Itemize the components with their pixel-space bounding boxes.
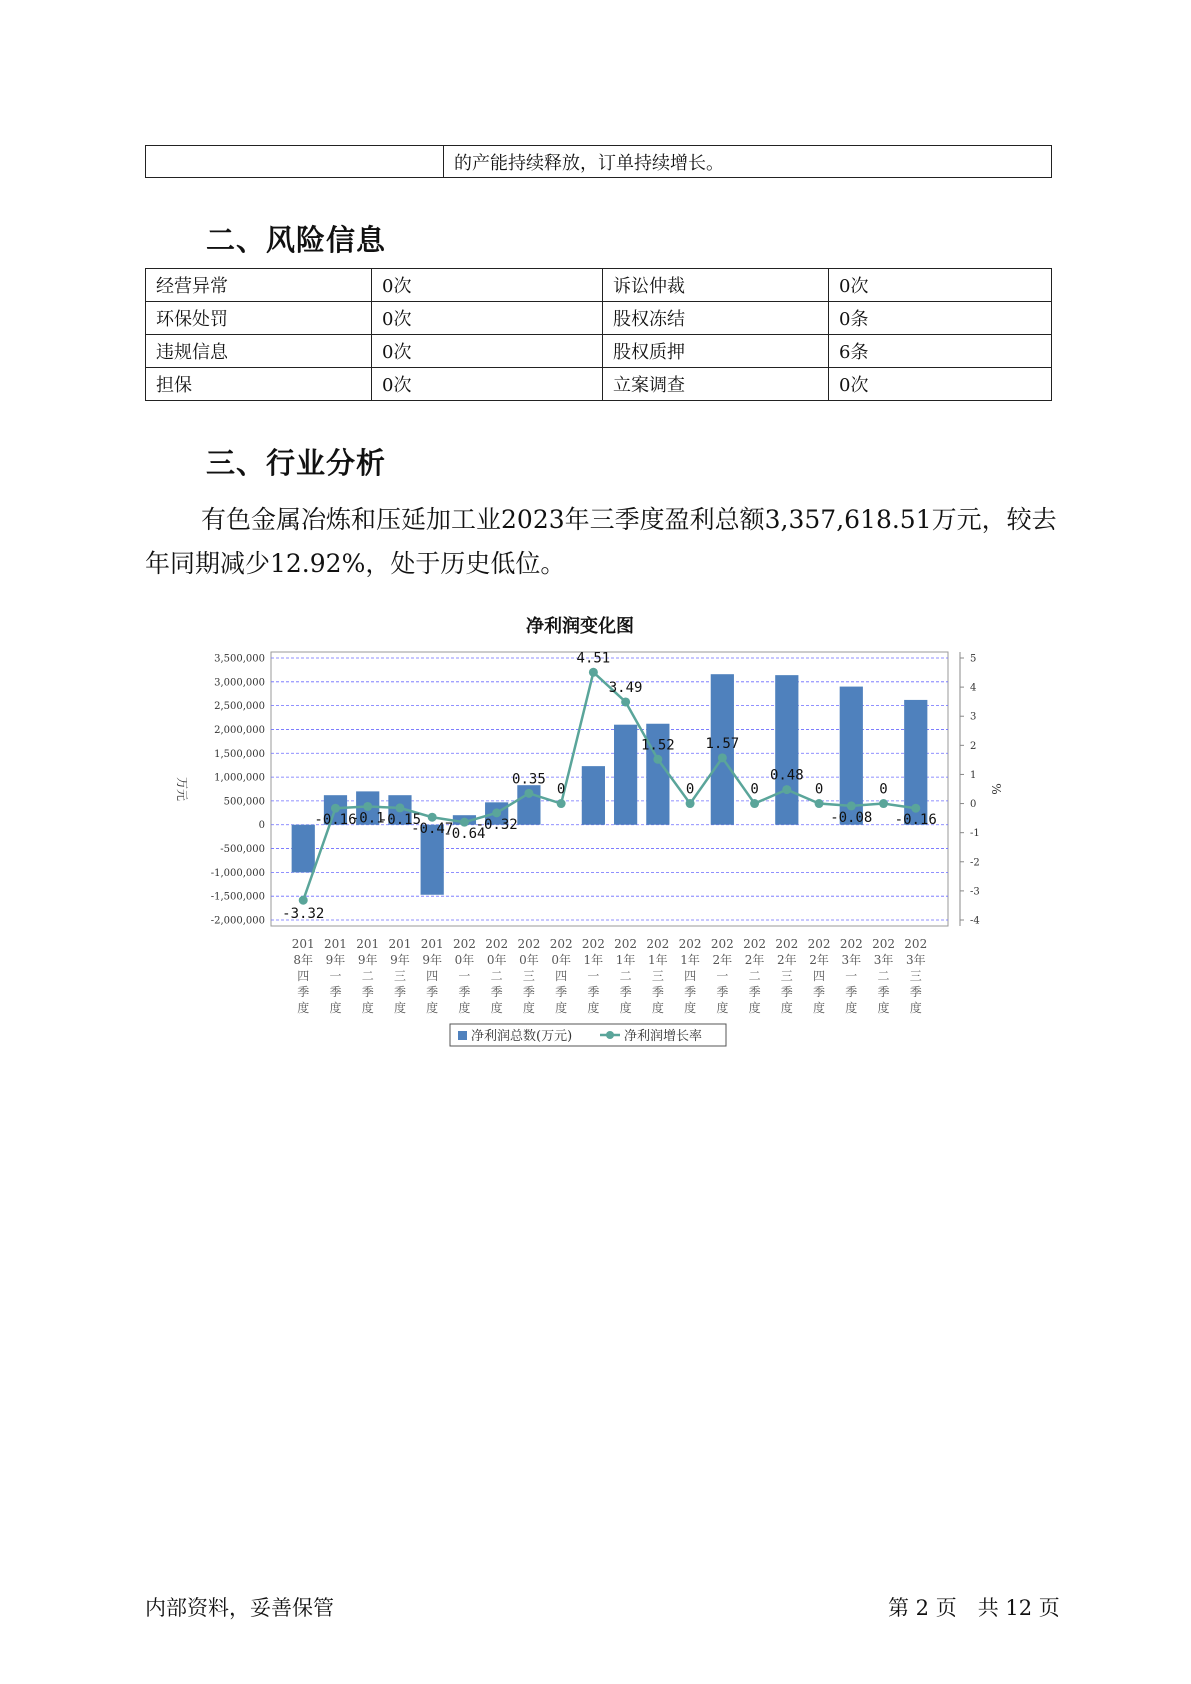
risk-table bbox=[145, 268, 1052, 401]
risk-value: 0次 bbox=[372, 302, 603, 335]
x-tick-label: 202 bbox=[614, 937, 638, 951]
x-tick-label: 1年 bbox=[648, 953, 668, 967]
growth-point bbox=[815, 799, 824, 808]
x-tick-label: 9年 bbox=[325, 953, 346, 967]
growth-point bbox=[653, 755, 662, 764]
x-tick-label: 2年 bbox=[712, 953, 733, 967]
x-tick-label: 四 bbox=[813, 969, 826, 983]
x-tick-label: 202 bbox=[678, 937, 702, 951]
legend-line-label: 净利润增长率 bbox=[624, 1029, 703, 1044]
data-label: 0 bbox=[685, 781, 695, 798]
growth-point bbox=[524, 789, 533, 798]
y-tick-right: 3 bbox=[970, 711, 977, 723]
table-row bbox=[146, 368, 1052, 401]
footer-page-number: 第 2 页 共 12 页 bbox=[888, 1596, 1060, 1620]
y-tick-left: -1,500,000 bbox=[210, 891, 265, 903]
x-tick-label: 202 bbox=[904, 937, 928, 951]
x-tick-label: 季 bbox=[587, 985, 600, 999]
x-tick-label: 季 bbox=[522, 985, 535, 999]
y-tick-left: 3,000,000 bbox=[214, 677, 265, 689]
industry-paragraph bbox=[145, 498, 1060, 586]
data-label: -0.16 bbox=[314, 812, 357, 829]
y-tick-right: -1 bbox=[970, 828, 980, 840]
data-label: 0.35 bbox=[512, 771, 546, 788]
chart-title: 净利润变化图 bbox=[526, 616, 634, 637]
x-tick-label: 0年 bbox=[454, 953, 475, 967]
x-tick-label: 一 bbox=[329, 969, 342, 983]
risk-value: 0条 bbox=[829, 302, 1052, 335]
x-tick-label: 202 bbox=[581, 937, 605, 951]
x-tick-label: 季 bbox=[361, 985, 374, 999]
x-tick-label: 一 bbox=[845, 969, 858, 983]
x-tick-label: 季 bbox=[780, 985, 793, 999]
x-tick-label: 202 bbox=[775, 937, 799, 951]
x-tick-label: 一 bbox=[458, 969, 471, 983]
risk-label: 股权冻结 bbox=[603, 302, 829, 335]
x-tick-label: 三 bbox=[780, 969, 793, 983]
data-label: -0.15 bbox=[378, 811, 422, 828]
x-tick-label: 0年 bbox=[551, 953, 571, 967]
risk-value: 0次 bbox=[372, 368, 603, 401]
x-tick-label: 度 bbox=[522, 1001, 535, 1015]
risk-value: 0次 bbox=[372, 269, 603, 302]
x-tick-label: 四 bbox=[684, 969, 697, 983]
x-tick-label: 季 bbox=[490, 985, 503, 999]
growth-point bbox=[718, 753, 727, 762]
risk-label: 诉讼仲裁 bbox=[603, 269, 829, 302]
x-tick-label: 202 bbox=[743, 937, 767, 951]
y-tick-left: 2,500,000 bbox=[214, 701, 265, 713]
data-label: -0.47 bbox=[411, 821, 454, 838]
y-tick-right: 2 bbox=[970, 740, 977, 752]
growth-point bbox=[686, 799, 695, 808]
x-tick-label: 季 bbox=[877, 985, 890, 999]
table-row bbox=[146, 302, 1052, 335]
x-tick-label: 二 bbox=[361, 969, 374, 983]
x-tick-label: 1年 bbox=[615, 953, 636, 967]
table-row bbox=[146, 269, 1052, 302]
y-tick-right: 0 bbox=[970, 799, 977, 811]
x-tick-label: 四 bbox=[297, 969, 310, 983]
x-tick-label: 度 bbox=[780, 1001, 793, 1015]
x-tick-label: 3年 bbox=[841, 953, 862, 967]
top-table-right-cell: 的产能持续释放，订单持续增长。 bbox=[444, 146, 1052, 178]
x-tick-label: 一 bbox=[587, 969, 600, 983]
y-tick-right: -4 bbox=[970, 915, 980, 927]
x-tick-label: 度 bbox=[877, 1001, 890, 1015]
data-label: -0.1 bbox=[350, 810, 385, 827]
x-tick-label: 四 bbox=[426, 969, 439, 983]
data-label: -3.32 bbox=[282, 906, 325, 923]
x-tick-label: 度 bbox=[490, 1001, 503, 1015]
x-tick-label: 季 bbox=[716, 985, 729, 999]
x-tick-label: 季 bbox=[845, 985, 858, 999]
x-tick-label: 季 bbox=[555, 985, 568, 999]
y-tick-left: 2,000,000 bbox=[214, 724, 265, 736]
x-tick-label: 9年 bbox=[422, 953, 443, 967]
y-tick-left: 0 bbox=[258, 820, 265, 832]
x-tick-label: 三 bbox=[522, 969, 535, 983]
x-tick-label: 3年 bbox=[873, 953, 894, 967]
x-tick-label: 201 bbox=[291, 937, 315, 951]
data-label: 0 bbox=[750, 781, 759, 798]
x-tick-label: 季 bbox=[458, 985, 471, 999]
x-tick-label: 三 bbox=[651, 969, 664, 983]
section-title-industry: 三、行业分析 bbox=[206, 446, 387, 480]
x-tick-label: 3年 bbox=[905, 953, 926, 967]
bar bbox=[292, 825, 315, 873]
x-tick-label: 季 bbox=[684, 985, 697, 999]
data-label: -0.32 bbox=[475, 816, 518, 833]
data-label: 0 bbox=[814, 781, 824, 798]
x-tick-label: 季 bbox=[813, 985, 826, 999]
x-tick-label: 季 bbox=[748, 985, 761, 999]
x-tick-label: 度 bbox=[651, 1001, 664, 1015]
growth-point bbox=[557, 799, 566, 808]
x-tick-label: 度 bbox=[845, 1001, 858, 1015]
x-tick-label: 季 bbox=[393, 985, 406, 999]
risk-label: 立案调查 bbox=[603, 368, 829, 401]
x-tick-label: 201 bbox=[356, 937, 380, 951]
x-tick-label: 202 bbox=[807, 937, 831, 951]
growth-point bbox=[299, 896, 308, 905]
x-tick-label: 202 bbox=[646, 937, 670, 951]
x-tick-label: 9年 bbox=[390, 953, 410, 967]
x-tick-label: 202 bbox=[839, 937, 863, 951]
data-label: 0.48 bbox=[769, 767, 804, 784]
x-tick-label: 201 bbox=[388, 937, 412, 951]
risk-value: 6条 bbox=[829, 335, 1052, 368]
x-tick-label: 2年 bbox=[776, 953, 797, 967]
y-axis-label-right: % bbox=[989, 783, 1003, 795]
x-tick-label: 度 bbox=[297, 1001, 310, 1015]
x-tick-label: 二 bbox=[748, 969, 761, 983]
x-tick-label: 季 bbox=[619, 985, 632, 999]
legend-bar-label: 净利润总数(万元) bbox=[471, 1029, 573, 1044]
x-tick-label: 度 bbox=[458, 1001, 471, 1015]
bar bbox=[775, 675, 798, 825]
x-tick-label: 季 bbox=[297, 985, 310, 999]
x-tick-label: 202 bbox=[710, 937, 734, 951]
risk-label: 经营异常 bbox=[146, 269, 372, 302]
y-tick-left: -2,000,000 bbox=[210, 915, 265, 927]
risk-label: 环保处罚 bbox=[146, 302, 372, 335]
growth-point bbox=[621, 697, 630, 706]
x-tick-label: 度 bbox=[619, 1001, 632, 1015]
x-tick-label: 三 bbox=[393, 969, 406, 983]
data-label: 0 bbox=[879, 781, 888, 798]
y-tick-right: 1 bbox=[970, 769, 977, 781]
x-tick-label: 季 bbox=[329, 985, 342, 999]
legend-line-marker bbox=[606, 1031, 614, 1039]
risk-value: 0次 bbox=[829, 269, 1052, 302]
x-tick-label: 度 bbox=[909, 1001, 922, 1015]
x-tick-label: 202 bbox=[549, 937, 573, 951]
x-tick-label: 度 bbox=[329, 1001, 342, 1015]
bar bbox=[582, 766, 605, 825]
x-tick-label: 季 bbox=[426, 985, 439, 999]
x-tick-label: 一 bbox=[716, 969, 729, 983]
y-tick-left: 1,000,000 bbox=[214, 772, 265, 784]
x-tick-label: 度 bbox=[813, 1001, 826, 1015]
y-tick-left: 3,500,000 bbox=[214, 653, 265, 665]
x-tick-label: 季 bbox=[909, 985, 922, 999]
x-tick-label: 二 bbox=[619, 969, 632, 983]
x-tick-label: 201 bbox=[420, 937, 444, 951]
risk-label: 违规信息 bbox=[146, 335, 372, 368]
x-tick-label: 二 bbox=[877, 969, 890, 983]
growth-point bbox=[879, 799, 888, 808]
x-tick-label: 度 bbox=[555, 1001, 568, 1015]
y-tick-right: -3 bbox=[970, 886, 980, 898]
x-tick-label: 201 bbox=[324, 937, 347, 951]
y-tick-left: 1,500,000 bbox=[214, 748, 265, 760]
x-tick-label: 202 bbox=[872, 937, 895, 951]
table-row bbox=[146, 335, 1052, 368]
x-tick-label: 202 bbox=[485, 937, 509, 951]
top-table bbox=[145, 145, 1052, 178]
chart-svg bbox=[175, 612, 1003, 1072]
x-tick-label: 度 bbox=[393, 1001, 406, 1015]
x-tick-label: 度 bbox=[748, 1001, 761, 1015]
x-tick-label: 度 bbox=[716, 1001, 729, 1015]
risk-value: 0次 bbox=[829, 368, 1052, 401]
net-profit-chart bbox=[175, 612, 1003, 1072]
x-tick-label: 2年 bbox=[809, 953, 829, 967]
x-tick-label: 度 bbox=[426, 1001, 439, 1015]
x-tick-label: 度 bbox=[361, 1001, 374, 1015]
risk-label: 股权质押 bbox=[603, 335, 829, 368]
x-tick-label: 度 bbox=[684, 1001, 697, 1015]
x-tick-label: 202 bbox=[517, 937, 541, 951]
x-tick-label: 二 bbox=[490, 969, 503, 983]
data-label: -0.16 bbox=[894, 812, 937, 829]
data-label: 4.51 bbox=[576, 650, 611, 667]
x-tick-label: 2年 bbox=[744, 953, 765, 967]
y-tick-right: 5 bbox=[970, 653, 977, 665]
x-tick-label: 9年 bbox=[357, 953, 378, 967]
section-title-risk: 二、风险信息 bbox=[206, 223, 387, 257]
x-tick-label: 三 bbox=[909, 969, 922, 983]
risk-label: 担保 bbox=[146, 368, 372, 401]
risk-value: 0次 bbox=[372, 335, 603, 368]
growth-point bbox=[589, 668, 598, 677]
data-label: -0.08 bbox=[830, 809, 873, 826]
y-tick-left: -1,000,000 bbox=[210, 867, 265, 879]
data-label: 3.49 bbox=[608, 679, 643, 696]
x-tick-label: 四 bbox=[555, 969, 568, 983]
y-tick-right: -2 bbox=[970, 857, 980, 869]
paragraph-text: 有色金属冶炼和压延加工业2023年三季度盈利总额3,357,618.51万元，较去年同期减少12.92%，处于历史低位。 bbox=[145, 505, 1057, 578]
x-tick-label: 202 bbox=[452, 937, 476, 951]
x-tick-label: 1年 bbox=[680, 953, 700, 967]
y-tick-left: -500,000 bbox=[220, 844, 265, 856]
data-label: 1.57 bbox=[705, 735, 740, 752]
legend-bar-swatch bbox=[458, 1031, 467, 1040]
growth-point bbox=[782, 785, 791, 794]
y-tick-left: 500,000 bbox=[223, 796, 265, 808]
x-tick-label: 季 bbox=[651, 985, 664, 999]
y-tick-right: 4 bbox=[970, 682, 977, 694]
data-label: 0 bbox=[556, 781, 566, 798]
x-tick-label: 0年 bbox=[519, 953, 539, 967]
data-label: -0.64 bbox=[443, 826, 486, 843]
data-label: 1.52 bbox=[640, 737, 675, 754]
growth-point bbox=[750, 799, 759, 808]
footer-left: 内部资料，妥善保管 bbox=[145, 1596, 334, 1620]
x-tick-label: 1年 bbox=[583, 953, 604, 967]
x-tick-label: 8年 bbox=[293, 953, 314, 967]
x-tick-label: 度 bbox=[587, 1001, 600, 1015]
x-tick-label: 0年 bbox=[486, 953, 507, 967]
y-axis-label-left: 万元 bbox=[175, 776, 189, 802]
bar bbox=[614, 725, 637, 825]
top-table-left-cell bbox=[146, 146, 444, 178]
